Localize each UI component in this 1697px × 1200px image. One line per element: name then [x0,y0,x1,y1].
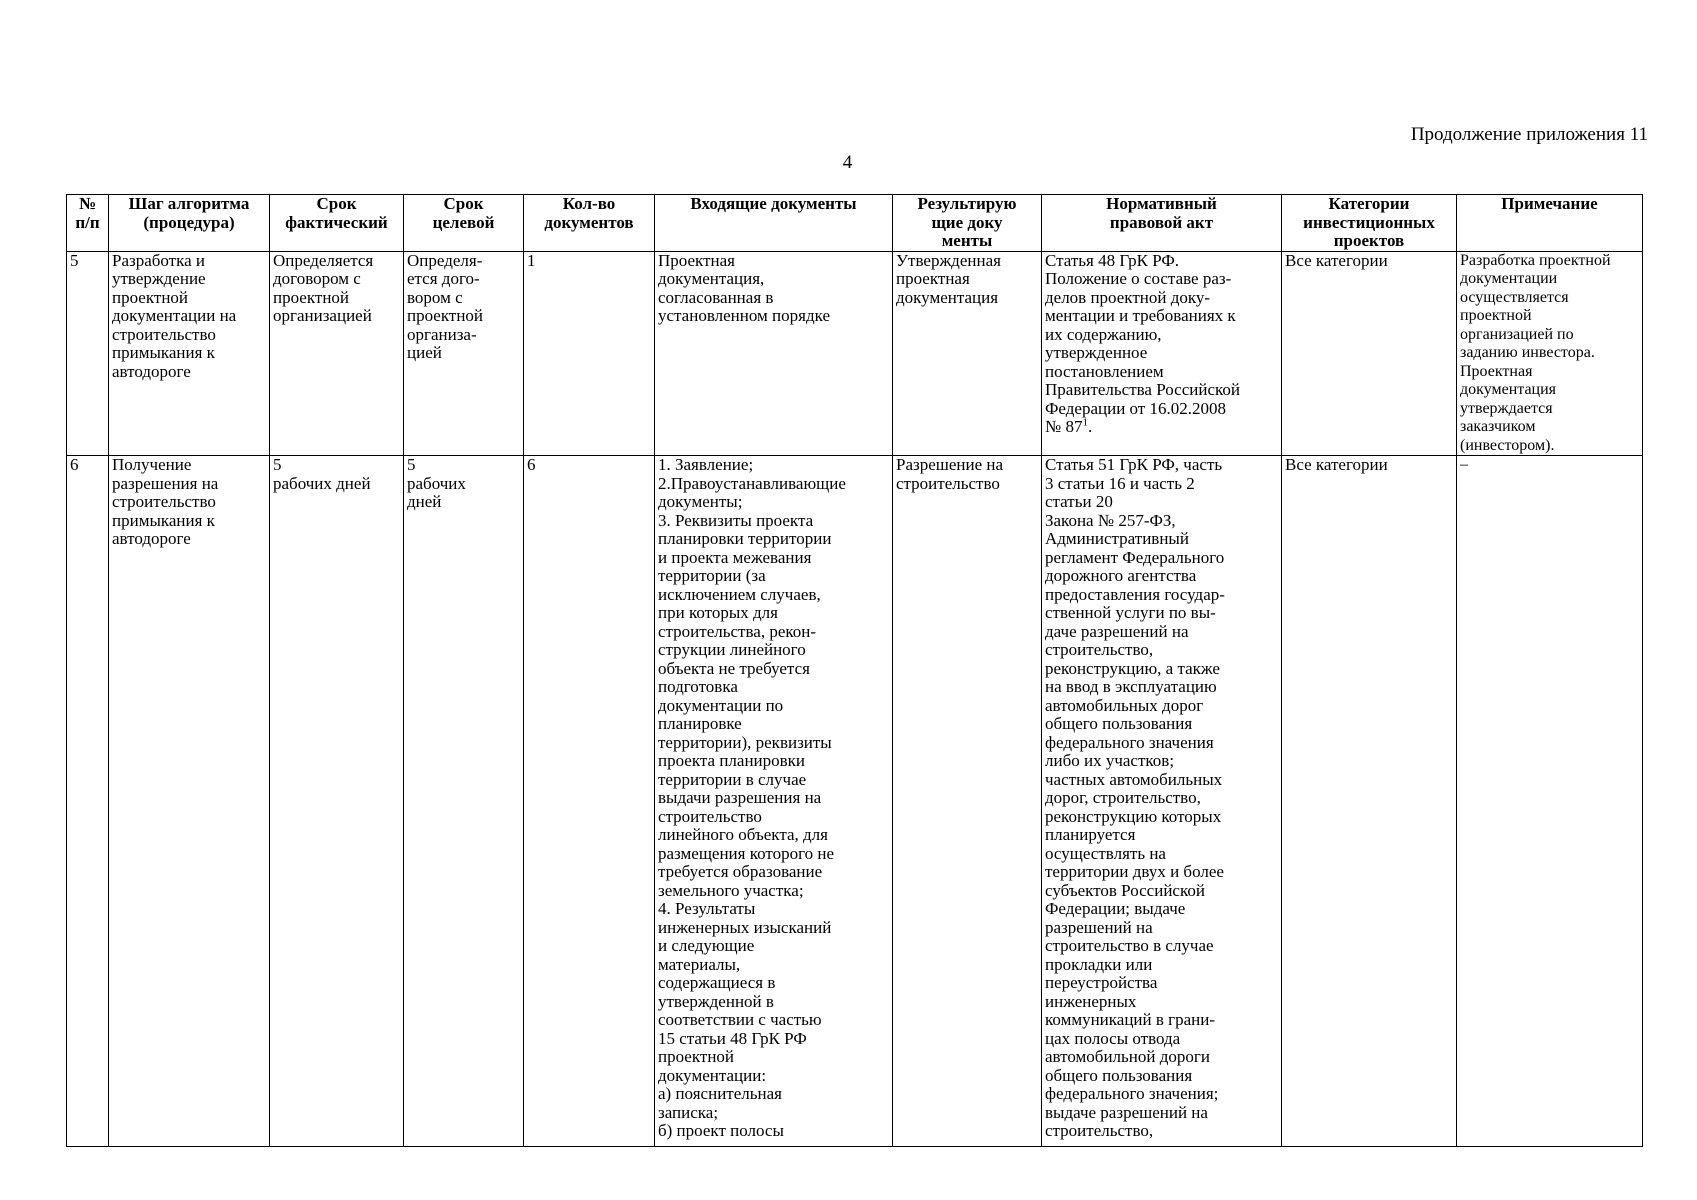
category-cell: Все категории [1282,251,1457,456]
table-row [67,251,1643,456]
column-header-target-term: Срок целевой [404,195,524,252]
legal-act-cell: Статья 51 ГрК РФ, часть 3 статьи 16 и часть 2 статьи 20 Закона № 257-ФЗ, Административный регламент Федерального дорожного агентства предоставления государ- ственной услуги по вы- даче разрешений на строительство, реконструкцию, а также на ввод в эксплуатацию автомобильных дорог общего пользования федерального значения либо их участков; частных автомобильных дорог, строительство, реконструкцию которых планируется осуществлять на территории двух и более субъектов Российской Федерации; выдаче разрешений на строительство в случае прокладки или переустройства инженерных коммуникаций в грани- цах полосы отвода автомобильной дороги общего пользования федерального значения; выдаче разрешений на строительство, [1042,456,1282,1147]
legal-act-cell [1042,251,1282,456]
incoming-docs-cell: 1. Заявление; 2.Правоустанавливающие документы; 3. Реквизиты проекта планировки территории и проекта межевания территории (за исключением случаев, при которых для строительства, рекон- струкции линейного объекта не требуется подготовка документации по планировке территории), реквизиты проекта планировки территории в случае выдачи разрешения на строительство линейного объекта, для размещения которого не требуется образование земельного участка; 4. Результаты инженерных изысканий и следующие материалы, содержащиеся в утвержденной в соответствии с частью 15 статьи 48 ГрК РФ проектной документации: а) пояснительная записка; б) проект полосы [655,456,893,1147]
table-header-row [67,195,1643,252]
column-header-legal-act: Нормативный правовой акт [1042,195,1282,252]
doc-count-cell: 1 [524,251,655,456]
appendix-continuation-note: Продолжение приложения 11 [1410,124,1648,145]
doc-count-cell: 6 [524,456,655,1147]
step-cell: Получение разрешения на строительство примыкания к автодороге [109,456,270,1147]
incoming-docs-cell: Проектная документация, согласованная в установленном порядке [655,251,893,456]
category-cell: Все категории [1282,456,1457,1147]
actual-term-cell: Определяется договором с проектной организацией [270,251,404,456]
step-cell: Разработка и утверждение проектной документации на строительство примыкания к автодороге [109,251,270,456]
legal-act-text: Статья 48 ГрК РФ. Положение о составе раз- делов проектной доку- ментации и требованиях к их содержанию, утвержденное постановлением Правительства Российской Федерации от 16.02.2008 № 87 [1045,251,1241,436]
row-number: 6 [67,456,109,1147]
column-header-actual-term: Срок фактический [270,195,404,252]
column-header-notes: Примечание [1457,195,1643,252]
result-docs-cell: Разрешение на строительство [893,456,1042,1147]
column-header-doc-count: Кол-во документов [524,195,655,252]
notes-cell: – [1457,456,1643,1147]
result-docs-cell: Утвержденная проектная документация [893,251,1042,456]
actual-term-cell: 5 рабочих дней [270,456,404,1147]
column-header-category: Категории инвестиционных проектов [1282,195,1457,252]
column-header-number: № п/п [67,195,109,252]
target-term-cell: Определя- ется дого- вором с проектной организа- цией [404,251,524,456]
column-header-incoming-docs: Входящие документы [655,195,893,252]
table-row [67,456,1643,1147]
procedure-table [66,194,1643,1147]
legal-act-end: . [1087,417,1093,436]
target-term-cell: 5 рабочих дней [404,456,524,1147]
page-number: 4 [842,152,853,173]
footnote-marker: 1 [1082,416,1088,429]
column-header-step: Шаг алгоритма (процедура) [109,195,270,252]
row-number: 5 [67,251,109,456]
notes-cell: Разработка проектной документации осуществляется проектной организацией по заданию инвестора. Проектная документация утверждается заказчиком (инвестором). [1457,251,1643,456]
column-header-result-docs: Результирую щие доку менты [893,195,1042,252]
